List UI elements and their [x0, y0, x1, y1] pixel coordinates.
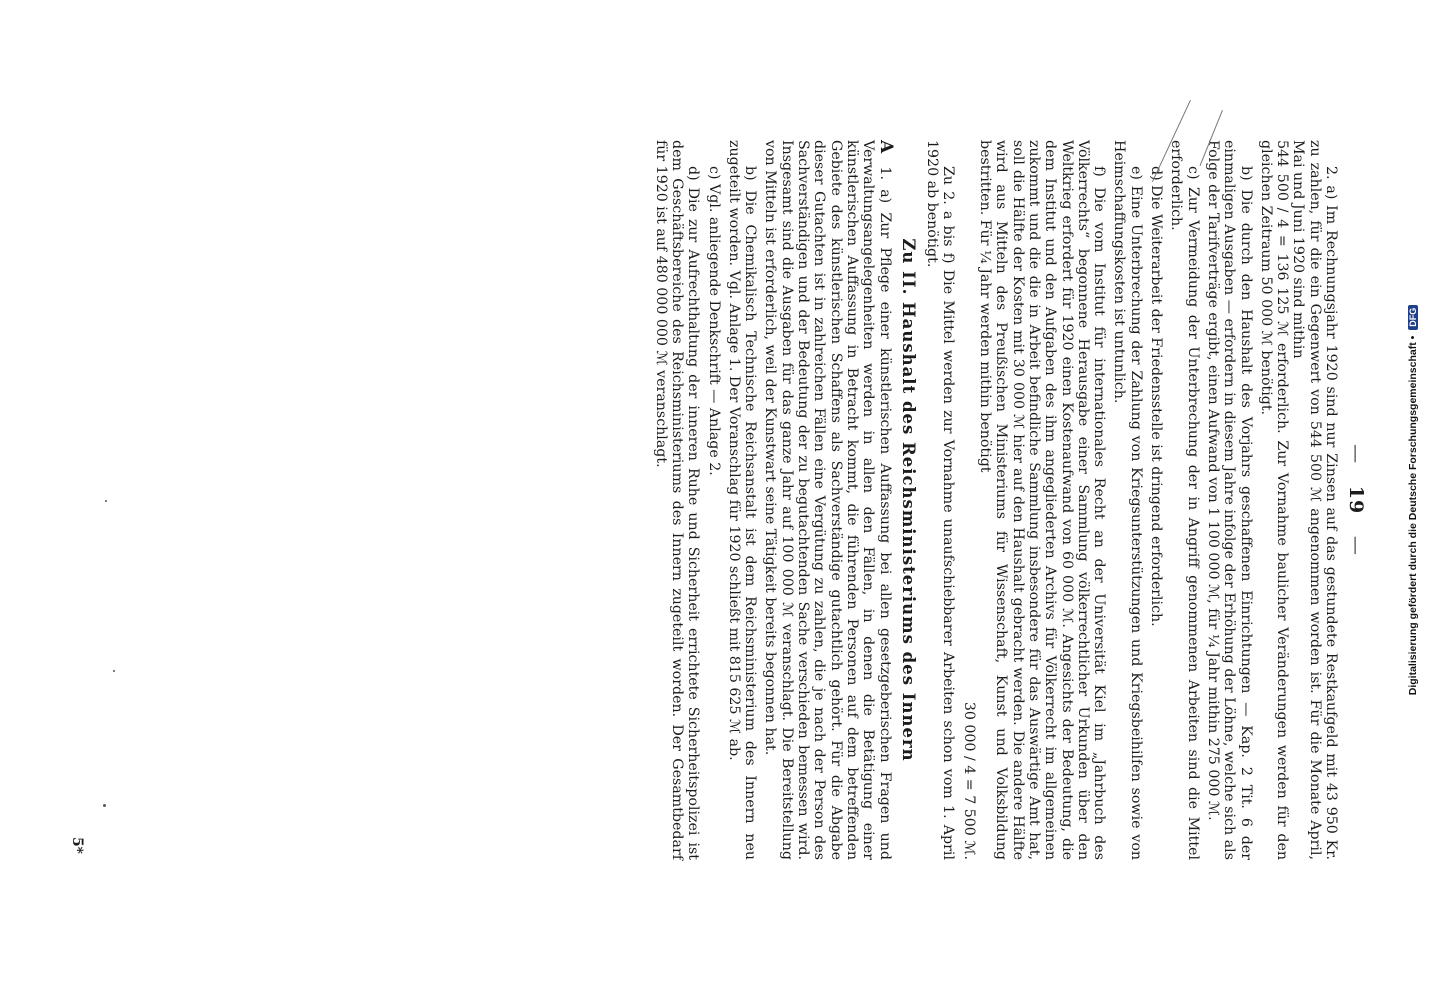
paragraph-2f-formula: 30 000 / 4 = 7 500 ℳ. [960, 701, 977, 860]
scan-speck [113, 670, 115, 672]
section-letter: A [875, 140, 896, 154]
paragraph-2b: b) Die durch den Haushalt des Vorjahrs geschaffenen Einrichtungen — Kap. 2 Tit. 6 der einmaligen Ausgaben — erfordern in diesem Jahre infolge der Erhöhung der Löhne, welche sich als Folge der Tarifverträge ergibt, einen Aufwand von 1 100 000 ℳ, für ¼ Jahr mithin 275 000 ℳ. [1204, 140, 1254, 860]
paragraph-2a-formula: 544 500 / 4 = 136 125 ℳ erforderlich. Zur Vornahme baulicher Veränderungen werden für den gleichen Zeitraum 50 000 ℳ benötigt. [1257, 140, 1291, 860]
digitization-credit [1407, 110, 1421, 890]
paragraph-1a: 1. a) Zur Pflege einer künstlerischen Auffassung bei allen gesetzgeberischen Fragen und Verwaltungsangelegenheiten werden in allen den Fällen, in denen die Betätigung einer künstlerischen Auffassung in Betracht kommt, die führenden Personen auf dem betreffenden Gebiete des künstlerischen Schaffens als Sachverständige gutachtlich gehört. Für die Abgabe dieser Gutachten ist in zahlreichen Fällen eine Vergütung zu zahlen, die je nach der Person des Sachverständigen und der Bedeutung der zu begutachtenden Sache verschieden bemessen wird. Insgesamt sind die Ausgaben für das ganze Jahr auf 100 000 ℳ veranschlagt. Die Bereitstellung von Mitteln ist erforderlich, weil der Kunstwart seine Tätigkeit bereits begonnen hat. [762, 140, 893, 860]
page-body [652, 140, 1339, 860]
dfg-badge: DFG [1408, 305, 1418, 330]
document-page [67, 140, 1367, 860]
page-number: 19 [1345, 485, 1367, 515]
page-header [1345, 140, 1367, 860]
header-dash-left: — [1345, 444, 1367, 465]
paragraph-1c: c) Vgl. anliegende Denkschrift — Anlage 2. [705, 166, 722, 476]
paragraph-2e: e) Eine Unterbrechung der Zahlung von Kriegsunterstützungen und Kriegsbeihilfen sowie von Heimschaffungskosten ist untunlich. [1111, 140, 1144, 860]
credit-text: Digitalisierung gefördert durch die Deutsche Forschungsgemeinschaft • [1407, 335, 1419, 696]
signature-mark: 5* [69, 836, 85, 854]
section-title: Zu II. Haushalt des Reichsministeriums des Innern [898, 238, 918, 762]
paragraph-1a-wrapper [762, 140, 896, 860]
paragraph-2-summary: Zu 2. a bis f) Die Mittel werden zur Vornahme unaufschiebbarer Arbeiten schon vom 1. April 1920 ab benötigt. [924, 140, 957, 860]
paragraph-2f: f) Die vom Institut für internationales Recht an der Universität Kiel im „Jahrbuch des Völkerrechts“ begonnene Herausgabe einer Sammlung völkerrechtlicher Urkunden über den Weltkrieg erfordert für 1920 einen Kostenaufwand von 60 000 ℳ. Angesichts der Bedeutung, die dem Institut und den Aufgaben des ihm angegliederten Archivs für Völkerrecht im allgemeinen zukommt und die die in Arbeit befindliche Sammlung insbesondere für das Auswärtige Amt hat, soll die Hälfte der Kosten mit 30 000 ℳ hier auf den Haushalt gebracht werden. Die andere Hälfte wird aus Mitteln des Preußischen Ministeriums für Wissenschaft, Kunst und Volksbildung bestritten. Für ¼ Jahr werden mithin benötigt [977, 140, 1108, 860]
scan-speck [103, 804, 106, 807]
scan-speck [105, 500, 107, 502]
paragraph-1b: b) Die Chemikalisch Technische Reichsanstalt ist dem Reichsministerium des Innern neu zugeteilt worden. Vgl. Anlage 1. Der Voranschlag für 1920 schließt mit 815 625 ℳ ab. [725, 140, 759, 860]
header-dash-right: — [1345, 535, 1367, 556]
paragraph-2c: c) Zur Vermeidung der Unterbrechung der in Angriff genommenen Arbeiten sind die Mittel erforderlich. [1168, 140, 1201, 860]
paragraph-1d: d) Die zur Aufrechthaltung der inneren Ruhe und Sicherheit errichtete Sicherheitspolizei ist dem Geschäftsbereiche des Reichsministeriums des Innern zugeteilt worden. Der Gesamtbedarf für 1920 ist auf 480 000 000 ℳ veranschlagt. [652, 140, 702, 860]
paragraph-2a: 2. a) Im Rechnungsjahr 1920 sind nur Zinsen auf das gestundete Restkaufgeld mit 43 950 Kr. zu zahlen, für die ein Gegenwert von 544 500 ℳ angenommen worden ist. Für die Monate April, Mai und Juni 1920 sind mithin [1290, 140, 1339, 860]
paragraph-2d: d) Die Weiterarbeit der Friedensstelle ist dringend erforderlich. [1148, 166, 1165, 627]
